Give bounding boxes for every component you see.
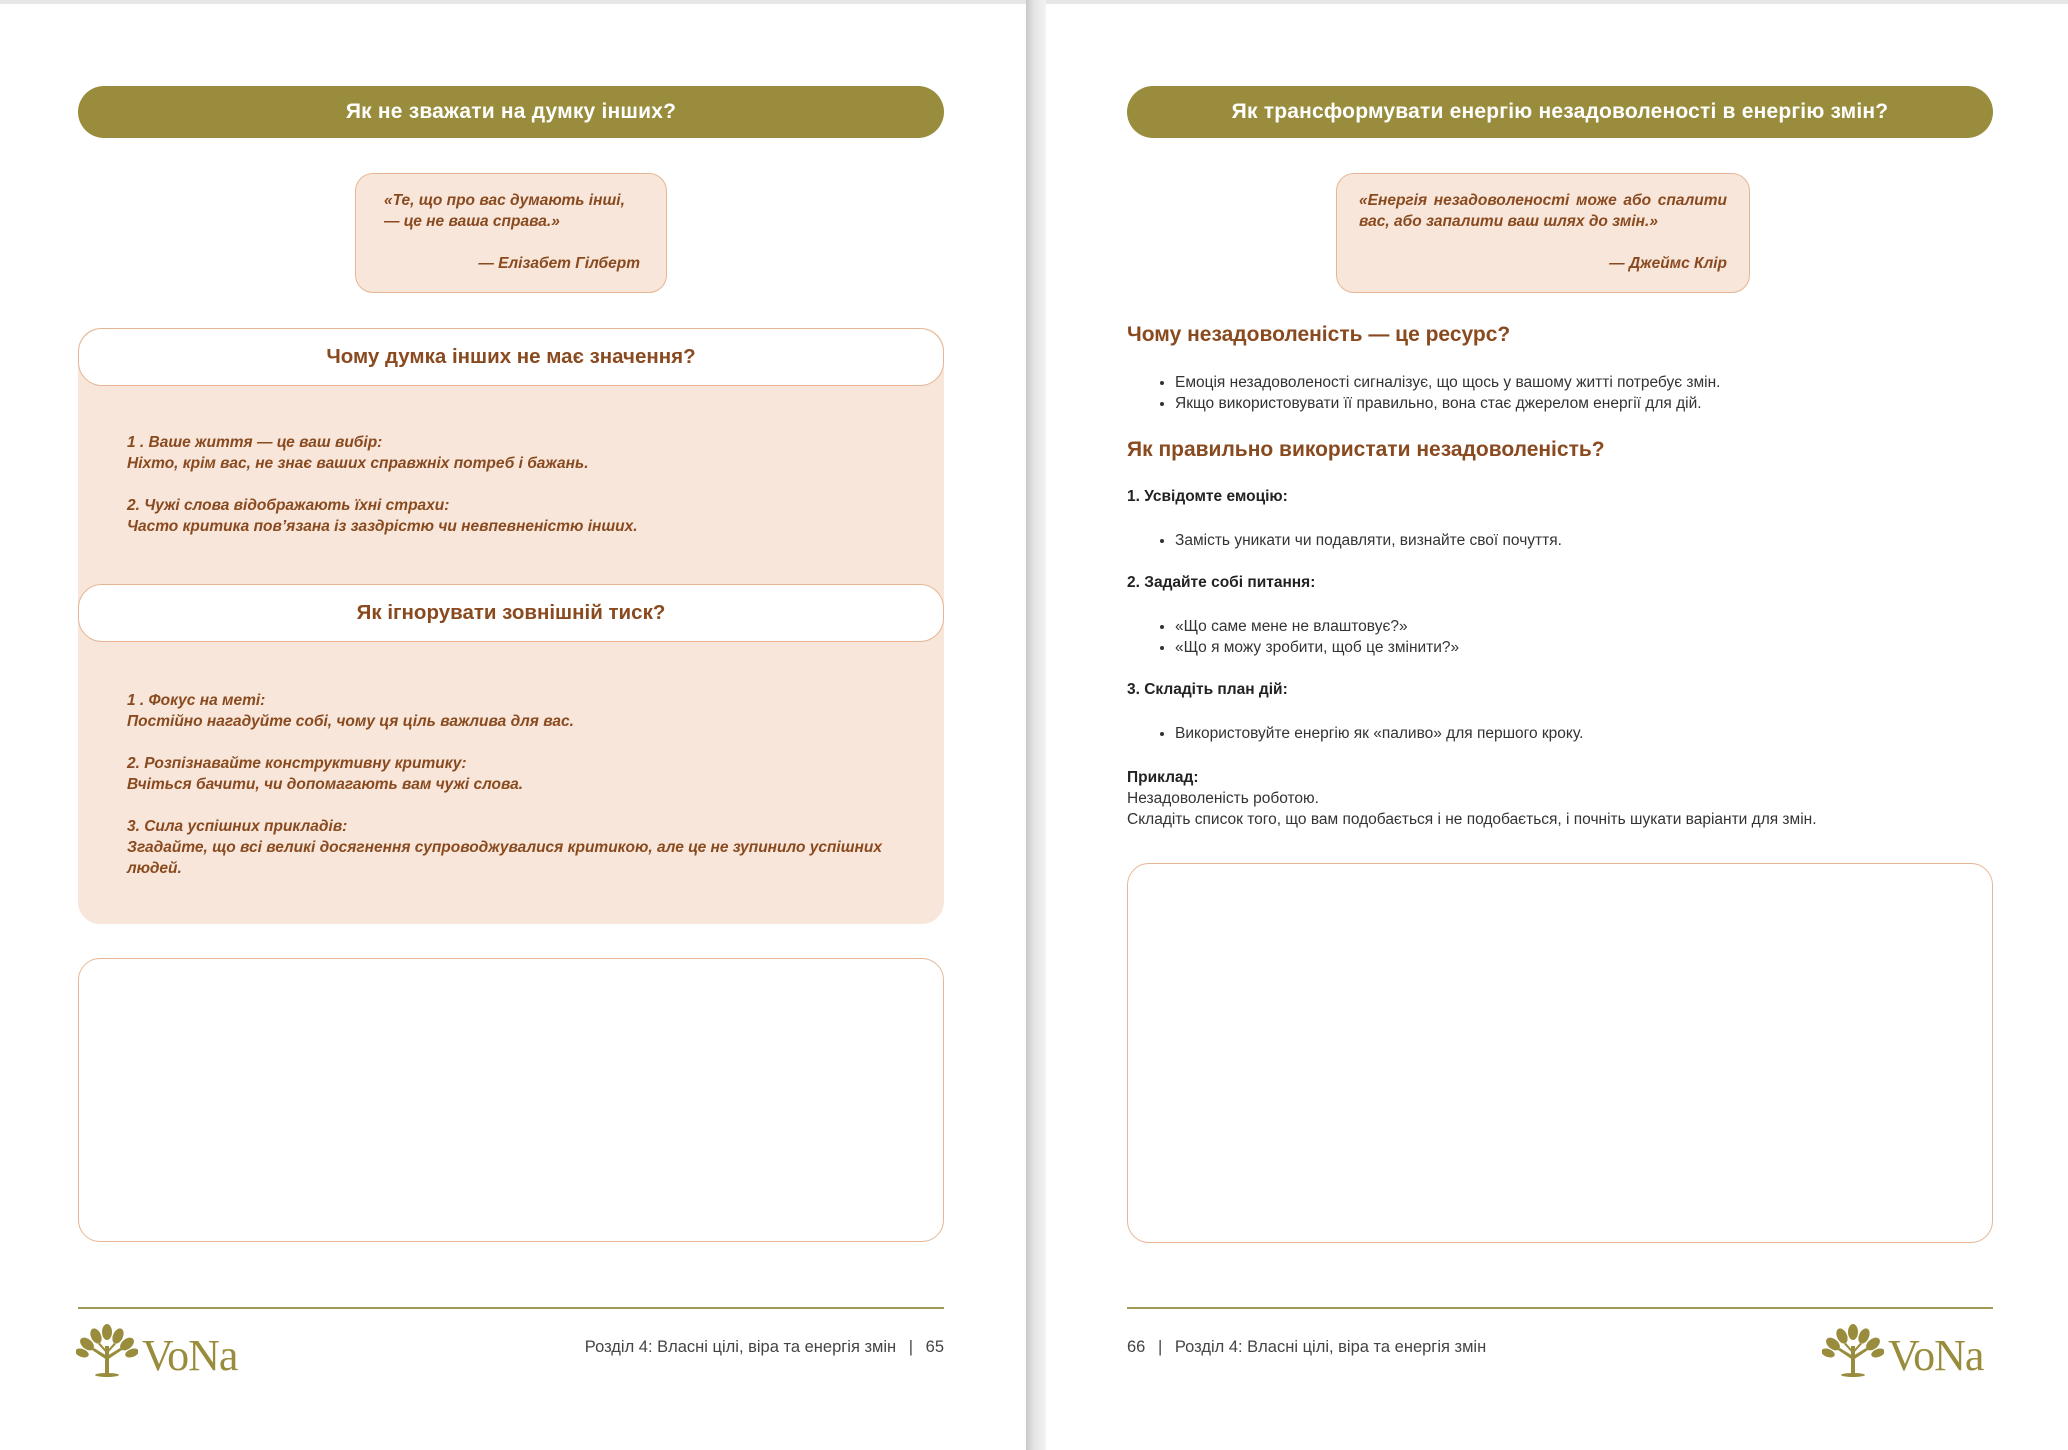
tree-icon [1822,1320,1884,1378]
step-title: 3. Складіть план дій: [1127,681,1288,698]
chapter-title: Розділ 4: Власні цілі, віра та енергія змін [1174,1338,1487,1356]
page-footer-info [1127,1338,1627,1357]
tree-icon [76,1320,138,1378]
section-title: Як ігнорувати зовнішній тиск? [356,601,666,624]
footer-separator: | [1157,1338,1163,1356]
section-title: Чому думка інших не має значення? [326,345,696,368]
item-heading: 2. Чужі слова відображають їхні страхи: [127,497,450,514]
step-title: 2. Задайте собі питання: [1127,574,1316,591]
section-header [78,328,944,386]
example-line: Незадоволеність роботою. [1127,790,1319,807]
section-header [78,584,944,642]
page-title-banner [1127,86,1993,138]
footer-rule [1127,1307,1993,1309]
list-item: • Емоція незадоволеності сигналізує, що щось у вашому житті потребує змін. [1175,372,1987,393]
page-title: Як не зважати на думку інших? [345,100,677,123]
vona-logo [76,1318,237,1378]
bullet-list [1127,530,1987,551]
list-item [127,816,887,879]
item-text: Часто критика пов’язана із заздрістю чи невпевненістю інших. [127,518,638,535]
example-label: Приклад: [1127,769,1199,786]
list-item: • «Що саме мене не влаштовує?» [1175,616,1987,637]
bullet-list [1127,723,1987,744]
logo-wordmark: VoNa [1888,1331,1984,1380]
quote-box [1336,173,1750,293]
footer-rule [78,1307,944,1309]
quote-author: — Джеймс Клір [1609,255,1727,272]
list-item: • Якщо використовувати її правильно, вона стає джерелом енергії для дій. [1175,393,1987,414]
item-text: Ніхто, крім вас, не знає ваших справжніх потреб і бажань. [127,455,589,472]
page-title-banner [78,86,944,138]
vona-logo [1822,1318,1983,1378]
quote-line: — це не ваша справа.» [384,213,560,230]
page-gutter [1026,0,1046,1450]
item-heading: 1 . Ваше життя — це ваш вибір: [127,434,383,451]
item-heading: 1 . Фокус на меті: [127,692,266,709]
chapter-title: Розділ 4: Власні цілі, віра та енергія змін [584,1338,897,1356]
quote-author: — Елізабет Гілберт [478,255,640,272]
page-65 [0,4,1026,1450]
example-line: Складіть список того, що вам подобається і не подобається, і почніть шукати варіанти для змін. [1127,811,1817,828]
bullet-list [1127,616,1987,658]
list-item: • «Що я можу зробити, щоб це змінити?» [1175,637,1987,658]
list-item [127,432,907,474]
list-item [127,495,907,537]
quote-box [355,173,667,293]
page-number: 66 [1127,1338,1146,1356]
list-item: • Замість уникати чи подавляти, визнайте свої почуття. [1175,530,1987,551]
item-heading: 3. Сила успішних прикладів: [127,818,348,835]
quote-line: «Те, що про вас думають інші, [384,192,625,209]
item-heading: 2. Розпізнавайте конструктивну критику: [127,755,467,772]
list-item: • Використовуйте енергію як «паливо» для першого кроку. [1175,723,1987,744]
bullet-list [1127,372,1987,414]
page-66 [1046,4,2068,1450]
list-item [127,753,887,795]
quote-line: вас, або запалити ваш шлях до змін.» [1359,213,1658,230]
list-item [127,690,887,732]
section-heading: Як правильно використати незадоволеність? [1127,438,1605,461]
notes-box[interactable] [1127,863,1993,1243]
page-footer-info [560,1338,944,1357]
section-heading: Чому незадоволеність — це ресурс? [1127,323,1511,346]
section-content [127,690,887,900]
quote-line: «Енергія незадоволеності може або спалити [1359,192,1727,209]
item-text: Вчіться бачити, чи допомагають вам чужі слова. [127,776,524,793]
page-number: 65 [925,1338,944,1356]
section-content [127,432,907,558]
logo-wordmark: VoNa [142,1331,238,1380]
footer-separator: | [908,1338,914,1356]
step-title: 1. Усвідомте емоцію: [1127,488,1288,505]
item-text: Згадайте, що всі великі досягнення супроводжувалися критикою, але це не зупинило успішних людей. [127,839,882,877]
item-text: Постійно нагадуйте собі, чому ця ціль важлива для вас. [127,713,574,730]
example-block [1127,767,1987,830]
notes-box[interactable] [78,958,944,1242]
page-title: Як трансформувати енергію незадоволеності в енергію змін? [1231,100,1889,123]
